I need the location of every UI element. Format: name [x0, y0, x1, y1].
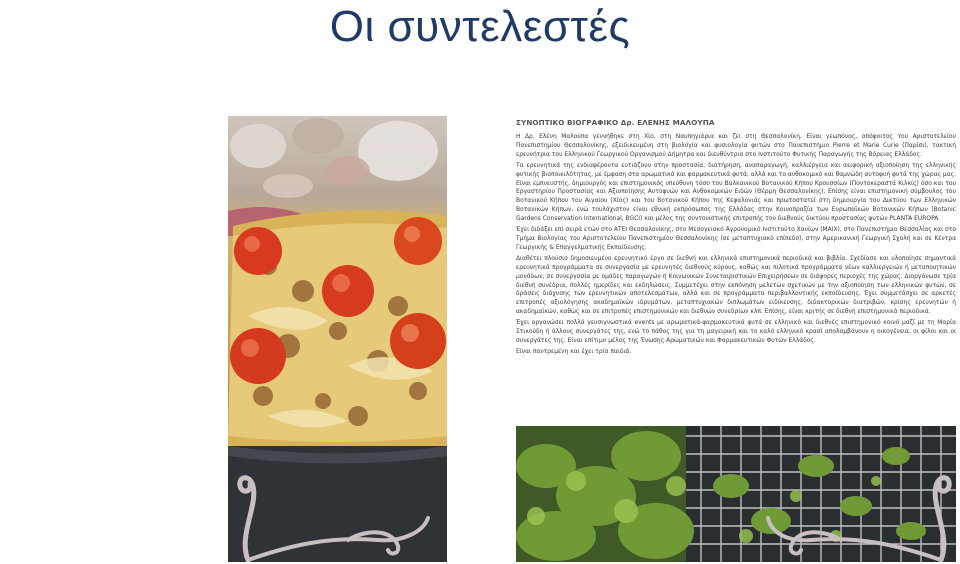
- bio-paragraph: Η Δρ. Ελένη Μαλούπα γεννήθηκε στη Χίο, στη Ναυπηγιάρια και ζει στη Θεσσαλονίκη. Είναι γεωπόνος, απόφοιτος του Αριστοτελείου Πανεπιστημίου Θεσσαλονίκης, εξειδικευμένη στη βιολογία και φυσιολογία φυτών στο Πανεπιστήμιο Pierre et Marie Curie (Παρίσι), τακτική ερευνήτρια του Ελληνικού Γεωργικού Οργανισμού Δήμητρα και διευθύντρια στο Ινστιτούτο Φυτικής Παραγωγής της Βόρειας Ελλάδος.: [516, 133, 956, 158]
- bio-heading: ΣΥΝΟΠΤΙΚΟ ΒΙΟΓΡΑΦΙΚΟ Δρ. ΕΛΕΝΗΣ ΜΑΛΟΥΠΑ: [516, 118, 715, 127]
- food-photo: [228, 116, 447, 562]
- bio-paragraph: Διαθέτει πλούσιο δημοσιευμένο ερευνητικό έργο σε διεθνή και ελληνικά επιστημονικά περιοδικά και βιβλία. Σχεδίασε και υλοποίησε σημαντικά ερευνητικά προγράμματα σε συνεργασία με ερευνητές διεθνούς κύρους, καθώς και πιλοτικά προγράμματα νέων καλλιεργειών ή μεταποιητικών μονάδων, σε συνεργασία με ομάδες παραγωγών ή Κοινωνικών Συνεταιριστικών Επιχειρήσεων σε διάφορες περιοχές της χώρας. Διοργάνωσε τρία διεθνή συνέδρια, πολλές ημερίδες και εκδηλώσεις. Συμμετέχει στην εκπόνηση μελετών σχετικών με την αξιοποίηση των ελληνικών φυτών, σε δράσεις διάχυσης των ερευνητικών αποτελεσμάτων, αλλά και σε προγράμματα περιβαλλοντικής εκπαίδευσης. Έχει συμμετάσχει σε αρκετές επιτροπές αξιολόγησης ακαδημαϊκών ιδρυμάτων, μεταπτυχιακών διπλωμάτων ειδίκευσης, διδακτορικών διατριβών, κρίσης ερευνητών ή ακαδημαϊκών, καθώς και σε επιτροπές επιστημονικών και διεθνών συνεδρίων κλπ. Επίσης, είναι κριτής σε διεθνή επιστημονικά περιοδικά.: [516, 254, 956, 316]
- seedling-tray-photo: [516, 426, 956, 562]
- left-ornament-swirl: [228, 456, 438, 562]
- page-title: Οι συντελεστές: [329, 2, 631, 51]
- right-ornament-swirl: [766, 456, 956, 562]
- bio-eleni-maloupa: [516, 118, 956, 359]
- bio-paragraph: Είναι παντρεμένη και έχει τρία παιδιά.: [516, 347, 632, 355]
- bio-paragraph: Έχει οργανώσει πολλά γευσιγνωστικά events με αρωματικά-φαρμακευτικά φυτά σε ελληνικό και διεθνές επιστημονικό κοινό μαζί με τη Μαρία Στικούδη ή άλλους συνεργάτες της, ενώ το πάθος της για τη μαγειρική και το καλό ελληνικό κρασί απολαμβάνουν η οικογένεια, οι φίλοι και οι συνεργάτες της. Είναι επίτιμο μέλος της Ένωσης Αρωματικών και Φαρμακευτικών Φυτών Ελλάδος.: [516, 319, 956, 344]
- bio-paragraph: Έχει διδάξει επί σειρά ετών στο ΑΤΕΙ Θεσσαλονίκης, στο Μεσογειακό Αγρονομικό Ινστιτούτο Χανίων (ΜΑΙΧ), στο Πανεπιστήμιο Θεσσαλίας και στο Τμήμα Βιολογίας του Αριστοτελείου Πανεπιστημίου Θεσσαλονίκης (σε μεταπτυχιακό επίπεδο), στην Αμερικανική Γεωργική Σχολή και σε Κέντρα Γεωργικής & Επαγγελματικής Εκπαίδευσης.: [516, 226, 956, 251]
- bio-paragraph: Τα ερευνητικά της ενδιαφέροντα ευτιάζουν στην προστασία, διατήρηση, αναπαραγωγή, καλλιέργεια και αειφορική αξιοποίηση της ελληνικής φυτικής βιοποικιλότητας, με έμφαση στα αρωματικά και φαρμακευτικά φυτά, αλλά και το ανθοκομικό και θαμνώδη αυτοφυή φυτά της χώρας μας. Είναι εμπνευστής, δημιουργός και επιστημονικός υπεύθυνη τόσο του Βαλκανικού Βοτανικού Κήπου Κρουσσίων (Ποντοκεραστά Κιλκίς) όσο και του Εργαστηρίου Προστασίας και Αξιοποίησης Αυτοφυών και Ανθοκομικών Ειδών (Θέρμη Θεσσαλονίκης). Επίσης είναι επιστημονική σύμβουλος του Βοτανικού Κήπου του Αιγαίου (Χίος) και του Βοτανικού Κήπου της Κεφαλονιάς και πρωτοστατεί στη δημιουργία του Δικτύου των Ελληνικών Βοτανικών Κήπων, ενώ τουλάχιστον είναι εθνική εκπρόσωπος της Ελλάδας στην Κοινοπραξία των Ευρωπαϊκών Βοτανικών Κήπων (Botanic Gardens Conservation International, BGCI) και μέλος της συντονιστικής επιτροπής του διεθνούς δικτύου προστασίας φυτών PLANTA EUROPA.: [516, 161, 956, 223]
